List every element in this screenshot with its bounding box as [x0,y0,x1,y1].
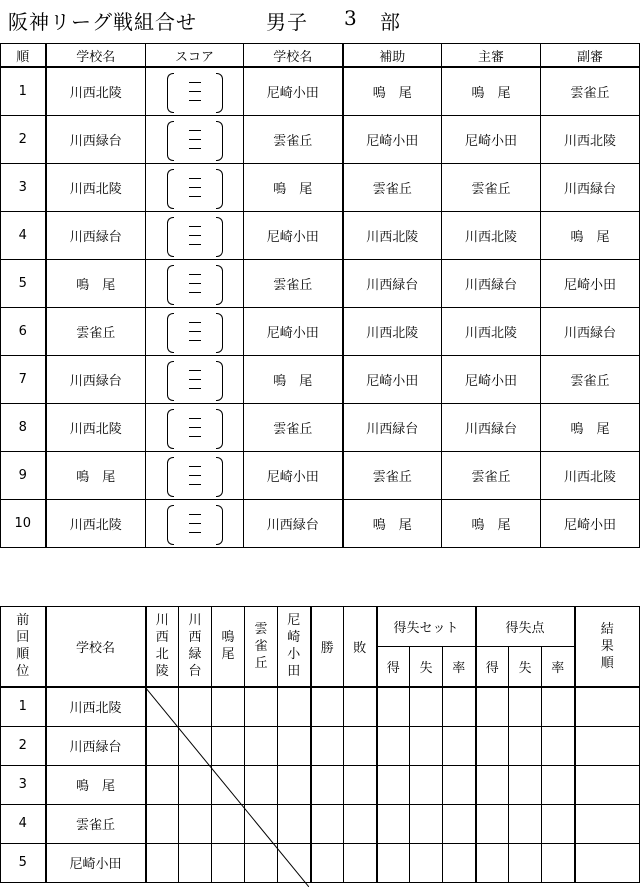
division-label: 部 [380,10,401,34]
header-point-rate: 率 [542,647,575,687]
point-rate-cell [542,765,575,804]
result-rank-cell [575,843,640,882]
set-gain-cell [377,843,410,882]
schedule-table [0,43,640,548]
point-lost-cell [509,843,542,882]
chief-referee-cell: 川西緑台 [442,404,541,452]
school-b-cell: 尼崎小田 [244,308,343,356]
chief-referee-cell: 雲雀丘 [442,452,541,500]
set-rate-cell [443,804,476,843]
school-b-cell: 川西緑台 [244,500,343,548]
header-school: 学校名 [46,607,146,687]
match-number: 4 [1,212,46,260]
score-bracket [147,501,243,547]
point-gain-cell [476,765,509,804]
loss-cell [344,843,377,882]
match-number: 2 [1,116,46,164]
score-cell [146,212,244,260]
school-a-cell: 川西北陵 [46,164,146,212]
set-gain-cell [377,687,410,727]
header-point-group: 得失点 [476,607,575,647]
score-bracket [147,261,243,307]
sub-referee-cell: 尼崎小田 [541,260,640,308]
schedule-header-row [1,44,640,68]
header-assist: 補助 [343,44,442,68]
schedule-row [1,116,640,164]
school-b-cell: 尼崎小田 [244,452,343,500]
school-a-cell: 川西北陵 [46,67,146,116]
assist-cell: 雲雀丘 [343,452,442,500]
score-bracket [147,117,243,163]
standings-row [1,726,640,765]
set-rate-cell [443,765,476,804]
win-cell [311,726,344,765]
header-set-gain: 得 [377,647,410,687]
school-a-cell: 鳴 尾 [46,260,146,308]
header-set-lost: 失 [410,647,443,687]
set-gain-cell [377,765,410,804]
prev-rank-cell: 3 [1,765,46,804]
win-cell [311,804,344,843]
sub-referee-cell: 川西緑台 [541,164,640,212]
assist-cell: 鳴 尾 [343,500,442,548]
point-lost-cell [509,726,542,765]
match-result-cell [212,765,245,804]
assist-cell: 尼崎小田 [343,356,442,404]
sub-referee-cell: 尼崎小田 [541,500,640,548]
score-cell [146,452,244,500]
point-lost-cell [509,687,542,727]
school-b-cell: 鳴 尾 [244,356,343,404]
header-opponent-4: 雲 雀 丘 [245,607,278,687]
standings-table [0,606,640,883]
schedule-row [1,500,640,548]
match-number: 5 [1,260,46,308]
point-lost-cell [509,804,542,843]
match-number: 9 [1,452,46,500]
school-a-cell: 川西北陵 [46,404,146,452]
result-rank-cell [575,804,640,843]
win-cell [311,843,344,882]
school-b-cell: 尼崎小田 [244,67,343,116]
standings-header-row-1 [1,607,640,647]
standings-row [1,687,640,727]
score-bracket [147,165,243,211]
match-result-cell [212,843,245,882]
set-gain-cell [377,726,410,765]
assist-cell: 尼崎小田 [343,116,442,164]
match-result-cell [278,726,311,765]
match-result-cell [146,687,179,727]
match-result-cell [179,726,212,765]
school-b-cell: 尼崎小田 [244,212,343,260]
school-a-cell: 川西緑台 [46,356,146,404]
match-result-cell [245,804,278,843]
set-gain-cell [377,804,410,843]
match-result-cell [212,804,245,843]
standings-school-cell: 川西緑台 [46,726,146,765]
header-school-a: 学校名 [46,44,146,68]
assist-cell: 川西緑台 [343,260,442,308]
set-rate-cell [443,726,476,765]
chief-referee-cell: 川西北陵 [442,308,541,356]
schedule-row [1,164,640,212]
school-a-cell: 鳴 尾 [46,452,146,500]
prev-rank-cell: 4 [1,804,46,843]
result-rank-cell [575,726,640,765]
set-lost-cell [410,687,443,727]
score-bracket [147,69,243,115]
point-rate-cell [542,843,575,882]
standings-row [1,765,640,804]
standings-row [1,804,640,843]
header-loss: 敗 [344,607,377,687]
match-result-cell [212,687,245,727]
schedule-row [1,308,640,356]
point-gain-cell [476,687,509,727]
chief-referee-cell: 雲雀丘 [442,164,541,212]
chief-referee-cell: 尼崎小田 [442,116,541,164]
division-number: 3 [344,6,358,30]
match-result-cell [179,843,212,882]
chief-referee-cell: 川西北陵 [442,212,541,260]
sub-referee-cell: 川西緑台 [541,308,640,356]
school-a-cell: 川西緑台 [46,212,146,260]
score-cell [146,500,244,548]
match-result-cell [278,843,311,882]
match-result-cell [179,687,212,727]
standings-school-cell: 尼崎小田 [46,843,146,882]
sub-referee-cell: 鳴 尾 [541,212,640,260]
score-bracket [147,213,243,259]
match-number: 1 [1,67,46,116]
sub-referee-cell: 鳴 尾 [541,404,640,452]
chief-referee-cell: 鳴 尾 [442,500,541,548]
standings-school-cell: 鳴 尾 [46,765,146,804]
header-school-b: 学校名 [244,44,343,68]
set-rate-cell [443,843,476,882]
chief-referee-cell: 鳴 尾 [442,67,541,116]
sub-referee-cell: 川西北陵 [541,116,640,164]
win-cell [311,765,344,804]
header-sub-referee: 副審 [541,44,640,68]
school-a-cell: 雲雀丘 [46,308,146,356]
school-a-cell: 川西北陵 [46,500,146,548]
score-cell [146,164,244,212]
point-lost-cell [509,765,542,804]
match-result-cell [146,765,179,804]
school-b-cell: 鳴 尾 [244,164,343,212]
match-result-cell [146,804,179,843]
header-win: 勝 [311,607,344,687]
match-result-cell [245,687,278,727]
score-cell [146,260,244,308]
point-gain-cell [476,726,509,765]
header-score: スコア [146,44,244,68]
point-rate-cell [542,726,575,765]
sub-referee-cell: 雲雀丘 [541,356,640,404]
match-number: 7 [1,356,46,404]
sub-referee-cell: 川西北陵 [541,452,640,500]
match-result-cell [212,726,245,765]
point-rate-cell [542,804,575,843]
header-opponent-3: 鳴 尾 [212,607,245,687]
match-number: 3 [1,164,46,212]
schedule-row [1,260,640,308]
assist-cell: 鳴 尾 [343,67,442,116]
school-b-cell: 雲雀丘 [244,404,343,452]
header-chief-referee: 主審 [442,44,541,68]
match-result-cell [278,804,311,843]
score-bracket [147,357,243,403]
score-bracket [147,405,243,451]
header-point-gain: 得 [476,647,509,687]
loss-cell [344,687,377,727]
chief-referee-cell: 川西緑台 [442,260,541,308]
score-cell [146,116,244,164]
score-cell [146,356,244,404]
school-b-cell: 雲雀丘 [244,116,343,164]
match-result-cell [179,765,212,804]
match-result-cell [179,804,212,843]
header-opponent-5: 尼 崎 小 田 [278,607,311,687]
header-opponent-2: 川 西 緑 台 [179,607,212,687]
loss-cell [344,765,377,804]
schedule-row [1,67,640,116]
match-result-cell [278,687,311,727]
result-rank-cell [575,765,640,804]
prev-rank-cell: 2 [1,726,46,765]
match-result-cell [245,726,278,765]
win-cell [311,687,344,727]
header-prev-rank: 前 回 順 位 [1,607,46,687]
chief-referee-cell: 尼崎小田 [442,356,541,404]
match-result-cell [146,726,179,765]
score-cell [146,67,244,116]
score-bracket [147,309,243,355]
match-result-cell [245,765,278,804]
header-opponent-1: 川 西 北 陵 [146,607,179,687]
assist-cell: 雲雀丘 [343,164,442,212]
standings-school-cell: 川西北陵 [46,687,146,727]
set-lost-cell [410,726,443,765]
score-cell [146,308,244,356]
schedule-row [1,212,640,260]
loss-cell [344,804,377,843]
prev-rank-cell: 1 [1,687,46,727]
result-rank-cell [575,687,640,727]
gender-label: 男子 [266,10,308,34]
match-result-cell [146,843,179,882]
set-lost-cell [410,804,443,843]
match-result-cell [245,843,278,882]
assist-cell: 川西北陵 [343,308,442,356]
assist-cell: 川西北陵 [343,212,442,260]
standings-row [1,843,640,882]
loss-cell [344,726,377,765]
schedule-row [1,404,640,452]
match-number: 6 [1,308,46,356]
school-b-cell: 雲雀丘 [244,260,343,308]
league-title: 阪神リーグ戦組合せ [8,10,197,34]
point-gain-cell [476,804,509,843]
assist-cell: 川西緑台 [343,404,442,452]
schedule-row [1,356,640,404]
header-set-rate: 率 [443,647,476,687]
set-rate-cell [443,687,476,727]
header-order: 順 [1,44,46,68]
match-number: 10 [1,500,46,548]
school-a-cell: 川西緑台 [46,116,146,164]
score-bracket [147,453,243,499]
sub-referee-cell: 雲雀丘 [541,67,640,116]
set-lost-cell [410,843,443,882]
schedule-row [1,452,640,500]
match-number: 8 [1,404,46,452]
score-cell [146,404,244,452]
match-result-cell [278,765,311,804]
header-result: 結 果 順 [575,607,640,687]
standings-school-cell: 雲雀丘 [46,804,146,843]
header-set-group: 得失セット [377,607,476,647]
header-point-lost: 失 [509,647,542,687]
point-rate-cell [542,687,575,727]
set-lost-cell [410,765,443,804]
point-gain-cell [476,843,509,882]
prev-rank-cell: 5 [1,843,46,882]
